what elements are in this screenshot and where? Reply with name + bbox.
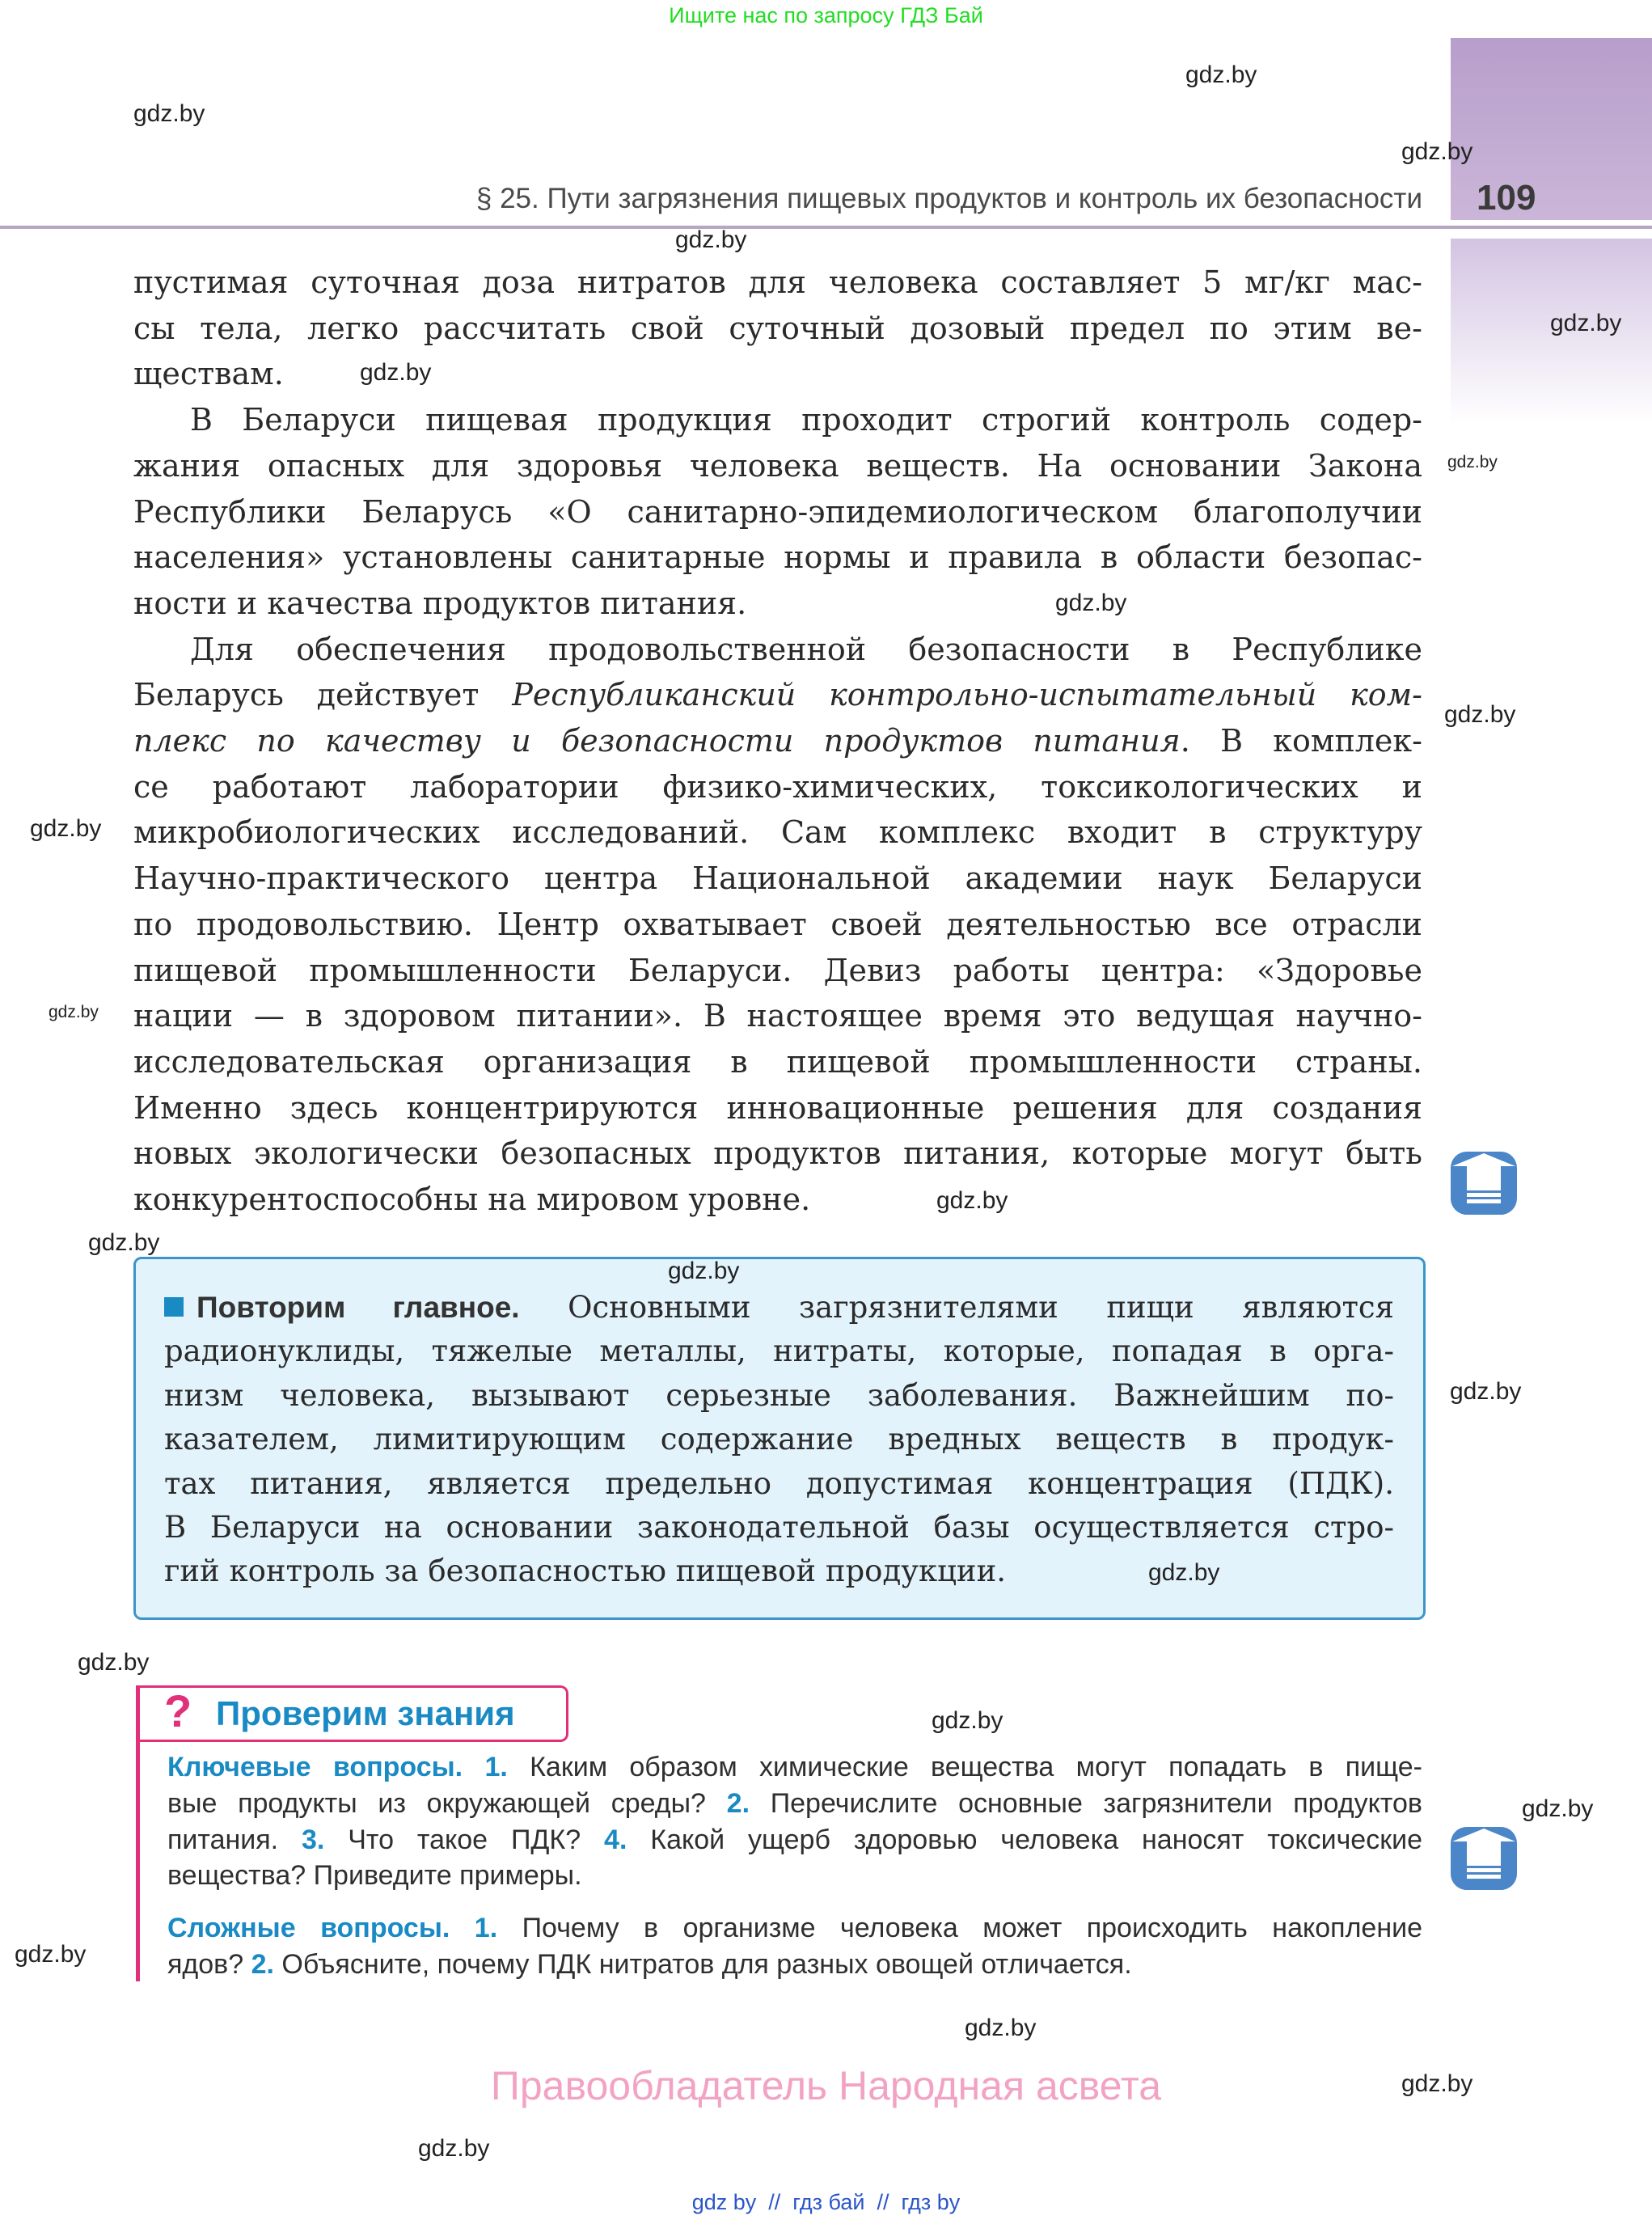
- body-line: [133, 535, 1422, 581]
- watermark: gdz.by: [1185, 61, 1257, 88]
- body-line: [133, 718, 1422, 764]
- watermark: gdz.by: [30, 815, 102, 842]
- watermark: gdz.by: [360, 359, 432, 386]
- text-span: гий контроль за безопасностью пищевой продукции.: [164, 1554, 1007, 1589]
- question-label: 1.: [484, 1752, 508, 1782]
- text-span: нации — в здоровом питании». В настоящее время это ведущая научно-: [133, 998, 1422, 1034]
- body-line: [133, 443, 1422, 489]
- text-span: Что такое ПДК?: [324, 1824, 605, 1855]
- text-span: исследовательская организация в пищевой промышленности страны.: [133, 1043, 1422, 1080]
- watermark: gdz.by: [1550, 310, 1622, 336]
- text-span: Республики Беларусь «О санитарно-эпидемиологическом благополучии: [133, 493, 1422, 530]
- watermark: gdz.by: [932, 1707, 1003, 1734]
- summary-line: [164, 1374, 1394, 1418]
- question-label: 3.: [302, 1824, 325, 1855]
- text-span: вещества? Приведите примеры.: [167, 1860, 582, 1892]
- text-span: Объясните, почему ПДК нитратов для разных овощей отличается.: [273, 1948, 1132, 1980]
- watermark: gdz.by: [418, 2135, 490, 2162]
- text-span: Какой ущерб здоровью человека наносят токсические: [627, 1824, 1422, 1855]
- text-span: се работают лаборатории физико-химических, токсикологических и: [133, 768, 1422, 805]
- watermark: gdz.by: [936, 1187, 1008, 1214]
- footer-links[interactable]: gdz by // гдз бай // гдз by: [691, 2190, 961, 2214]
- check-knowledge-header: [136, 1685, 568, 1742]
- summary-line: [164, 1550, 1006, 1593]
- watermark: gdz.by: [1055, 590, 1127, 616]
- question-label: 2.: [726, 1787, 750, 1819]
- summary-line: [164, 1462, 1394, 1506]
- watermark: gdz.by: [1401, 2070, 1473, 2097]
- text-span: конкурентоспособны на мировом уровне.: [133, 1182, 811, 1217]
- text-span: ществам.: [133, 356, 284, 392]
- questions-side-bar: [136, 1737, 140, 1981]
- question-label: 4.: [604, 1824, 627, 1855]
- copyright-owner: Правообладатель Народная асвета: [490, 2063, 1162, 2108]
- body-line: [133, 260, 1422, 306]
- text-span: сы тела, легко рассчитать свой суточный дозовый предел по этим ве-: [133, 310, 1422, 346]
- question-mark-icon: ?: [164, 1685, 192, 1736]
- body-line: [133, 1131, 1422, 1177]
- watermark: gdz.by: [1444, 701, 1516, 728]
- text-span: по продовольствию. Центр охватывает своей деятельностью все отрасли: [133, 906, 1422, 942]
- text-span: радионуклиды, тяжелые металлы, нитраты, которые, попадая в орга-: [164, 1334, 1394, 1369]
- question-label: Сложные вопросы.: [167, 1913, 450, 1943]
- text-span: ности и качества продуктов питания.: [133, 585, 747, 621]
- summary-line: [164, 1506, 1394, 1550]
- running-head: § 25. Пути загрязнения пищевых продуктов и контроль их безопасности: [475, 183, 1422, 214]
- text-span: Перечислите основные загрязнители продуктов: [750, 1787, 1422, 1819]
- key-question-line: [167, 1786, 1422, 1822]
- watermark: gdz.by: [1148, 1559, 1220, 1586]
- key-question-line: [167, 1749, 1422, 1786]
- body-line: [133, 1039, 1422, 1085]
- check-knowledge-title: Проверим знания: [216, 1694, 515, 1732]
- square-bullet-icon: [164, 1297, 184, 1317]
- watermark: gdz.by: [15, 1941, 87, 1968]
- home-up-arrow-icon[interactable]: [1451, 1150, 1517, 1216]
- watermark: gdz.by: [965, 2015, 1037, 2041]
- text-span: вые продукты из окружающей среды?: [167, 1787, 727, 1819]
- text-span: [463, 1752, 484, 1782]
- text-span: Беларусь действует: [133, 677, 513, 713]
- body-line: [133, 902, 1422, 948]
- text-span: казателем, лимитирующим содержание вредных веществ в продук-: [164, 1422, 1394, 1457]
- body-line: [133, 1085, 1422, 1131]
- top-search-note: Ищите нас по запросу ГДЗ Бай: [669, 3, 983, 27]
- question-label: 2.: [251, 1948, 274, 1980]
- body-line: [133, 993, 1422, 1039]
- summary-line: [164, 1330, 1394, 1373]
- watermark: gdz.by: [78, 1649, 150, 1676]
- header-divider: [0, 226, 1652, 229]
- text-span: питания.: [167, 1824, 302, 1855]
- home-up-arrow-icon[interactable]: [1451, 1825, 1517, 1892]
- text-span: Республиканский контрольно-испытательный ком-: [512, 677, 1422, 713]
- summary-heading: Повторим главное.: [196, 1291, 520, 1324]
- text-span: В Беларуси пищевая продукция проходит строгий контроль содер-: [190, 402, 1422, 438]
- text-span: Почему в организме человека может происходить накопление: [497, 1913, 1422, 1943]
- summary-line: [164, 1286, 1394, 1330]
- question-label: 1.: [474, 1913, 498, 1943]
- body-line: [133, 306, 1422, 352]
- watermark: gdz.by: [675, 226, 747, 253]
- text-span: жания опасных для здоровья человека веществ. На основании Закона: [133, 447, 1422, 484]
- summary-line: [164, 1418, 1394, 1461]
- text-span: Для обеспечения продовольственной безопасности в Республике: [190, 631, 1422, 667]
- watermark: gdz.by: [668, 1258, 740, 1284]
- watermark: gdz.by: [1450, 1378, 1522, 1405]
- text-span: Именно здесь концентрируются инновационные решения для создания: [133, 1089, 1422, 1126]
- question-label: Ключевые вопросы.: [167, 1752, 463, 1782]
- body-line: [133, 810, 1422, 856]
- text-span: тах питания, является предельно допустимая концентрация (ПДК).: [164, 1465, 1394, 1501]
- watermark: gdz.by: [133, 100, 205, 127]
- text-span: пустимая суточная доза нитратов для человека составляет 5 мг/кг мас-: [133, 264, 1422, 300]
- hard-question-line: [167, 1910, 1422, 1947]
- key-question-line: [167, 1822, 1422, 1858]
- page-number: 109: [1477, 178, 1536, 218]
- body-line: [133, 351, 284, 397]
- watermark: gdz.by: [1522, 1795, 1594, 1822]
- body-line: [133, 581, 746, 627]
- text-span: микробиологических исследований. Сам комплекс входит в структуру: [133, 814, 1422, 851]
- text-span: пищевой промышленности Беларуси. Девиз работы центра: «Здоровье: [133, 952, 1422, 988]
- watermark: gdz.by: [1447, 453, 1498, 471]
- body-line: [133, 1177, 810, 1223]
- text-span: ядов?: [167, 1948, 251, 1980]
- text-span: В Беларуси на основании законодательной базы осуществляется стро-: [164, 1510, 1394, 1545]
- text-span: низм человека, вызывают серьезные заболевания. Важнейшим по-: [164, 1377, 1394, 1413]
- body-line: [133, 856, 1422, 902]
- body-line: [133, 627, 1422, 673]
- body-line: [133, 672, 1422, 718]
- text-span: Каким образом химические вещества могут попадать в пище-: [507, 1752, 1422, 1782]
- text-span: . В комплек-: [1180, 723, 1422, 759]
- text-span: Научно-практического центра Национальной академии наук Беларуси: [133, 860, 1422, 897]
- body-line: [133, 397, 1422, 443]
- text-span: [450, 1913, 474, 1943]
- text-span: Основными загрязнителями пищи являются: [519, 1290, 1394, 1325]
- key-question-line: [167, 1858, 582, 1894]
- body-line: [133, 948, 1422, 994]
- watermark: gdz.by: [49, 1003, 99, 1021]
- watermark: gdz.by: [88, 1229, 160, 1256]
- text-span: новых экологически безопасных продуктов питания, которые могут быть: [133, 1135, 1422, 1172]
- hard-question-line: [167, 1947, 1132, 1983]
- body-line: [133, 764, 1422, 810]
- text-span: плекс по качеству и безопасности продуктов питания: [133, 723, 1181, 759]
- watermark: gdz.by: [1401, 138, 1473, 165]
- text-span: населения» установлены санитарные нормы и правила в области безопас-: [133, 539, 1422, 576]
- body-line: [133, 489, 1422, 535]
